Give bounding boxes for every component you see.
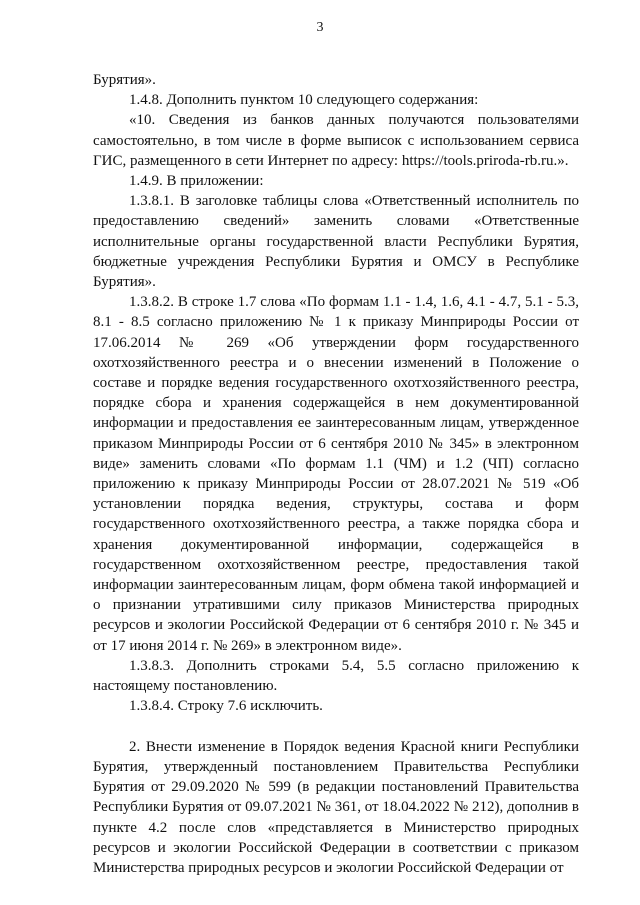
- paragraph-1-4-9: 1.4.9. В приложении:: [129, 173, 264, 190]
- document-body: [93, 70, 579, 878]
- paragraph-item-10: «10. Сведения из банков данных получаются пользователями самостоятельно, в том числе в форме выписок с использованием сервиса ГИС, размещенного в сети Интернет по адресу: https://tools.priroda-rb.ru.».: [93, 112, 579, 169]
- paragraph-1-3-8-3: 1.3.8.3. Дополнить строками 5.4, 5.5 согласно приложению к настоящему постановлению.: [93, 657, 579, 695]
- paragraph-1-3-8-2: 1.3.8.2. В строке 1.7 слова «По формам 1.1 - 1.4, 1.6, 4.1 - 4.7, 5.1 - 5.3, 8.1 - 8.5 согласно приложению № 1 к приказу Минприроды России от 17.06.2014 № 269 «Об утверждении форм государственного охотхозяйственного реестра и о внесении изменений в Положение о составе и порядке ведения государственного охотхозяйственного реестра, порядке сбора и хранения содержащейся в нем документированной информации и предоставления ее заинтересованным лицам, утвержденное приказом Минприроды России от 6 сентября 2010 № 345» в электронном виде» заменить словами «По формам 1.1 (ЧМ) и 1.2 (ЧП) согласно приложению к приказу Минприроды России от 28.07.2021 № 519 «Об установлении порядка ведения, структуры, состава и форм государственного охотхозяйственного реестра, а также порядка сбора и хранения документированной информации, содержащейся в государственном охотхозяйственном реестре, предоставления такой информации заинтересованным лицам, форм обмена такой информацией и о признании утратившими силу приказов Министерства природных ресурсов и экологии Российской Федерации от 6 сентября 2010 г. № 345 и от 17 июня 2014 г. № 269» в электронном виде».: [93, 294, 579, 654]
- paragraph-continuation: Бурятия».: [93, 72, 156, 88]
- paragraph-2: 2. Внести изменение в Порядок ведения Красной книги Республики Бурятия, утвержденный постановлением Правительства Республики Бурятия от 29.09.2020 № 599 (в редакции постановлений Правительства Республики Бурятия от 09.07.2021 № 361, от 18.04.2022 № 212), дополнив в пункте 4.2 после слов «представляется в Министерство природных ресурсов и экологии Российской Федерации в соответствии с приказом Министерства природных ресурсов и экологии Российской Федерации от: [93, 738, 579, 876]
- paragraph-1-4-8: 1.4.8. Дополнить пунктом 10 следующего содержания:: [129, 92, 479, 109]
- page-number: 3: [316, 20, 324, 35]
- blank-line: [93, 717, 579, 737]
- paragraph-1-3-8-1: 1.3.8.1. В заголовке таблицы слова «Ответственный исполнитель по предоставлению сведений» заменить словами «Ответственные исполнительные органы государственной власти Республики Бурятия, бюджетные учреждения Республики Бурятия и ОМСУ в Республике Бурятия».: [93, 193, 579, 291]
- paragraph-1-3-8-4: 1.3.8.4. Строку 7.6 исключить.: [129, 698, 323, 715]
